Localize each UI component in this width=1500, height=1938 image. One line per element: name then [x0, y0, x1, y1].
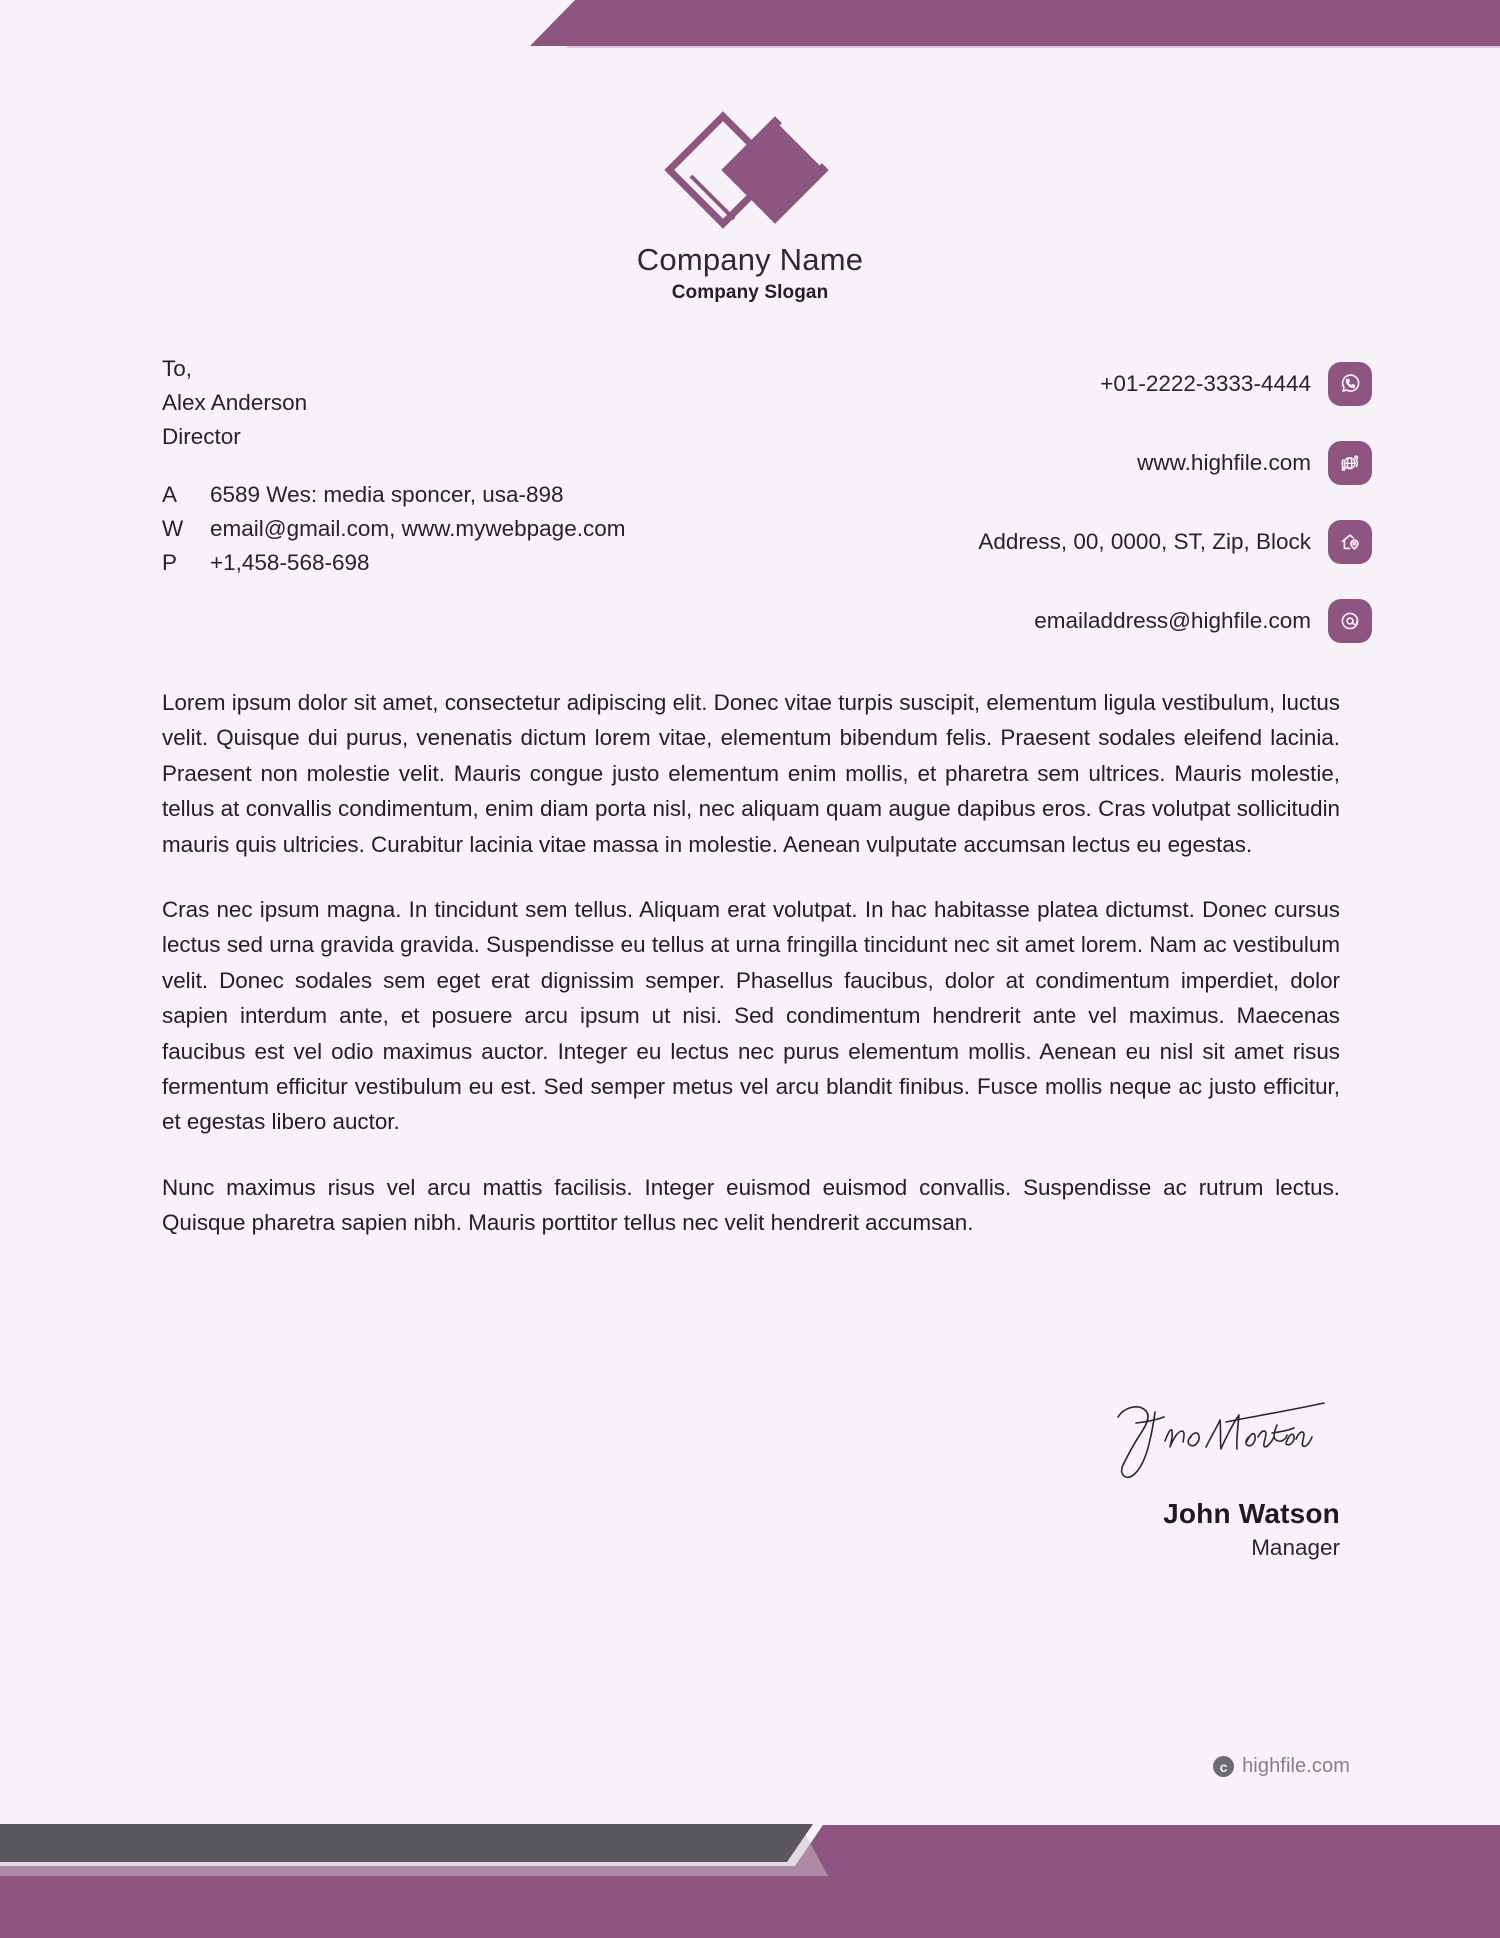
- company-header: [0, 110, 1500, 304]
- copyright-icon: c: [1213, 1756, 1234, 1777]
- sender-contact-key: A: [162, 482, 178, 507]
- sender-contact-value: email@gmail.com, www.mywebpage.com: [210, 516, 626, 541]
- sender-contact-address: [162, 478, 625, 512]
- signature-block: [920, 1395, 1340, 1561]
- contact-row-website[interactable]: [672, 431, 1372, 495]
- sender-contact-value: +1,458-568-698: [210, 550, 370, 575]
- signer-role: Manager: [1251, 1535, 1340, 1560]
- footer-watermark: [1213, 1755, 1350, 1778]
- contact-website-value: www.highfile.com: [1137, 450, 1311, 475]
- company-slogan: Company Slogan: [671, 282, 829, 303]
- sender-contact-key: P: [162, 550, 178, 575]
- contact-row-phone[interactable]: [672, 352, 1372, 416]
- letter-paragraph: Cras nec ipsum magna. In tincidunt sem tellus. Aliquam erat volutpat. In hac habitasse platea dictumst. Donec cursus lectus sed urna gravida gravida. Suspendisse eu tellus at urna fringilla tincidunt nec sit amet lorem. Nam ac vestibulum velit. Donec sodales sem eget erat dignissim semper. Phasellus faucibus, dolor at condimentum imperdiet, dolor sapien interdum ante, et posuere arcu ipsum ut nisi. Sed condimentum hendrerit ante vel maximus. Maecenas faucibus est vel odio maximus auctor. Integer eu lectus nec purus elementum mollis. Aenean eu nisl sit amet risus fermentum efficitur vestibulum eu est. Sed semper metus vel arcu blandit finibus. Fusce mollis neque ac justo efficitur, et egestas libero auctor.: [162, 897, 1340, 1135]
- recipient-name: Alex Anderson: [162, 390, 308, 415]
- globe-icon: [1328, 441, 1372, 485]
- company-contact-list: [672, 352, 1372, 653]
- sender-contact-value: 6589 Wes: media sponcer, usa-898: [210, 482, 564, 507]
- letter-paragraph: Nunc maximus risus vel arcu mattis facilisis. Integer euismod euismod convallis. Suspendisse ac rutrum lectus. Quisque pharetra sapien nibh. Mauris porttitor tellus nec velit hendrerit accumsan.: [162, 1174, 1340, 1236]
- sender-contact-phone: [162, 546, 625, 580]
- sender-contact-key: W: [162, 516, 184, 541]
- contact-row-address[interactable]: [672, 510, 1372, 574]
- company-name: Company Name: [636, 242, 864, 277]
- recipient-block: [162, 352, 307, 454]
- watermark-text: highfile.com: [1242, 1755, 1350, 1777]
- recipient-salutation: To,: [162, 356, 193, 381]
- letter-body: [162, 685, 1340, 1241]
- email-at-icon: [1328, 599, 1372, 643]
- handwritten-signature-icon: [1110, 1395, 1340, 1490]
- sender-contact-list: [162, 478, 625, 580]
- home-location-icon: [1328, 520, 1372, 564]
- double-diamond-logo-icon: [660, 110, 840, 230]
- top-accent-band: [0, 0, 1500, 46]
- contact-area: [0, 352, 1500, 642]
- contact-row-email[interactable]: [672, 589, 1372, 653]
- contact-address-value: Address, 00, 0000, ST, Zip, Block: [978, 529, 1311, 554]
- contact-email-value: emailaddress@highfile.com: [1034, 608, 1311, 633]
- contact-phone-value: +01-2222-3333-4444: [1100, 371, 1311, 396]
- recipient-title: Director: [162, 424, 241, 449]
- signer-name: John Watson: [1163, 1498, 1340, 1529]
- whatsapp-phone-icon: [1328, 362, 1372, 406]
- sender-contact-web: [162, 512, 625, 546]
- letter-paragraph: Lorem ipsum dolor sit amet, consectetur adipiscing elit. Donec vitae turpis suscipit, elementum ligula vestibulum, luctus velit. Quisque dui purus, venenatis dictum lorem vitae, elementum bibendum felis. Praesent sodales eleifend lacinia. Praesent non molestie velit. Mauris congue justo elementum enim mollis, et pharetra sem ultrices. Mauris molestie, tellus at convallis condimentum, enim diam porta nisl, nec aliquam quam augue dapibus eros. Cras volutpat sollicitudin mauris quis ultricies. Curabitur lacinia vitae massa in molestie. Aenean vulputate accumsan lectus eu egestas.: [162, 690, 1340, 857]
